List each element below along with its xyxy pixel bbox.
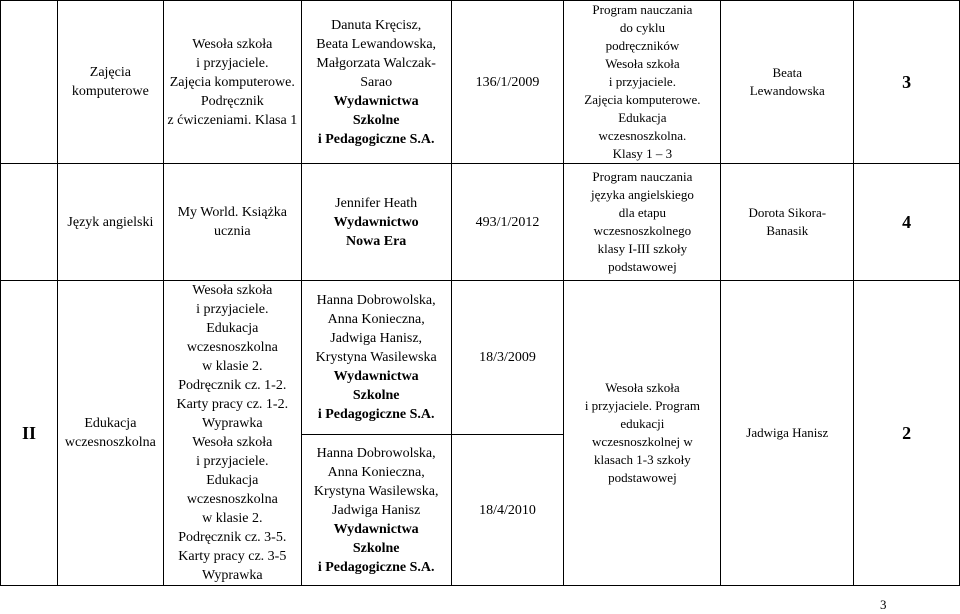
hours-cell: 2 (854, 281, 960, 586)
textbook-cell: Wesoła szkoła i przyjaciele. Edukacja wczesnoszkolna w klasie 2. Podręcznik cz. 1-2. Karty pracy cz. 1-2. Wyprawka Wesoła szkoła i przyjaciele. Edukacja wczesnoszkolna w klasie 2. Podręcznik cz. 3-5. Karty pracy cz. 3-5 Wyprawka (163, 281, 301, 586)
page-number: 3 (880, 597, 887, 612)
hours-cell: 4 (854, 164, 960, 281)
approval-number-cell: 18/4/2010 (451, 435, 564, 586)
approval-number-cell: 493/1/2012 (451, 164, 564, 281)
program-cell: Wesoła szkoła i przyjaciele. Program edukacji wczesnoszkolnej w klasach 1-3 szkoły podstawowej (564, 281, 721, 586)
authors-publisher-cell: Hanna Dobrowolska, Anna Konieczna, Jadwiga Hanisz, Krystyna Wasilewska Wydawnictwa Szkolne i Pedagogiczne S.A. (301, 281, 451, 435)
textbook-cell: My World. Książka ucznia (163, 164, 301, 281)
authors-publisher-cell: Danuta Kręcisz, Beata Lewandowska, Małgorzata Walczak- Sarao Wydawnictwa Szkolne i Pedagogiczne S.A. (301, 1, 451, 164)
program-cell: Program nauczania do cyklu podręczników Wesoła szkoła i przyjaciele. Zajęcia komputerowe. Edukacja wczesnoszkolna. Klasy 1 – 3 (564, 1, 721, 164)
authors-publisher-cell: Jennifer Heath Wydawnictwo Nowa Era (301, 164, 451, 281)
table-row (1, 1, 960, 164)
group-cell: II (1, 281, 58, 586)
subject-cell: Język angielski (57, 164, 163, 281)
authors-publisher-cell: Hanna Dobrowolska, Anna Konieczna, Krystyna Wasilewska, Jadwiga Hanisz Wydawnictwa Szkolne i Pedagogiczne S.A. (301, 435, 451, 586)
subject-cell: Edukacja wczesnoszkolna (57, 281, 163, 586)
hours-cell: 3 (854, 1, 960, 164)
approval-number-cell: 136/1/2009 (451, 1, 564, 164)
program-author-cell: Jadwiga Hanisz (721, 281, 854, 586)
subject-cell: Zajęcia komputerowe (57, 1, 163, 164)
program-cell: Program nauczania języka angielskiego dla etapu wczesnoszkolnego klasy I-III szkoły podstawowej (564, 164, 721, 281)
program-author-cell: Dorota Sikora- Banasik (721, 164, 854, 281)
table-row (1, 164, 960, 281)
approval-number-cell: 18/3/2009 (451, 281, 564, 435)
table-row (1, 281, 960, 435)
group-cell (1, 164, 58, 281)
program-author-cell: Beata Lewandowska (721, 1, 854, 164)
textbook-cell: Wesoła szkoła i przyjaciele. Zajęcia komputerowe. Podręcznik z ćwiczeniami. Klasa 1 (163, 1, 301, 164)
group-cell (1, 1, 58, 164)
